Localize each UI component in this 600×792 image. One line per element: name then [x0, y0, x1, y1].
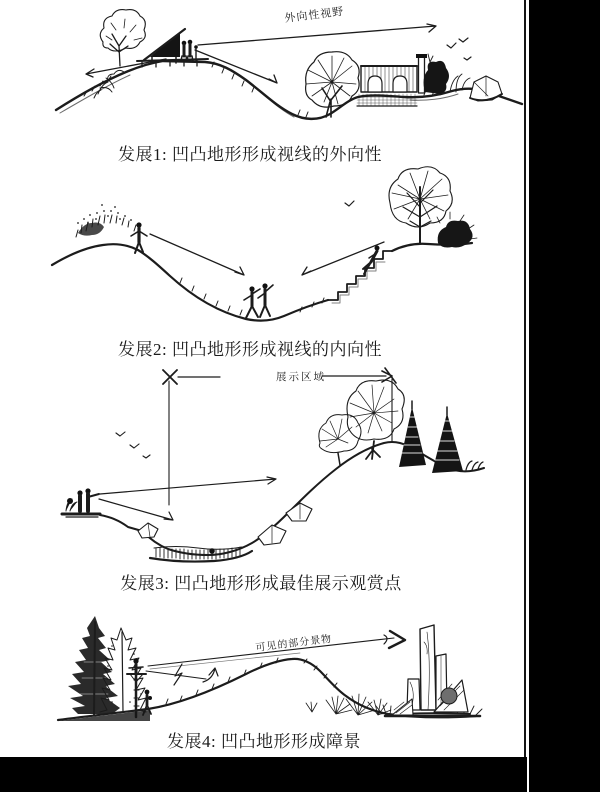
figure-4-caption: 发展4: 凹凸地形形成障景	[167, 732, 361, 751]
terrain-profile	[56, 61, 522, 119]
annotation-label: 展示区域	[276, 372, 326, 383]
crest-scrub	[76, 204, 136, 237]
figure-1-caption: 发展1: 凹凸地形形成视线的外向性	[118, 145, 382, 164]
observers-on-ledge	[62, 488, 100, 517]
figure-2-sketch	[0, 163, 530, 335]
figure-2-caption: 发展2: 凹凸地形形成视线的内向性	[118, 340, 382, 359]
dimension-lines	[163, 368, 396, 505]
figure-1-sketch	[0, 0, 530, 140]
tree	[100, 10, 145, 66]
fir-trees	[68, 616, 146, 714]
terrain-profile	[52, 243, 472, 321]
page-edge-highlight	[527, 0, 529, 792]
figure-3-sketch	[0, 355, 530, 570]
figure-3-caption: 发展3: 凹凸地形形成最佳展示观赏点	[120, 574, 402, 593]
scan-border-bottom	[0, 757, 600, 792]
conifer-trees	[399, 401, 483, 473]
monument-sculptures	[386, 625, 470, 715]
birds-icon	[447, 38, 471, 60]
birds-icon	[116, 432, 150, 458]
sightline-arrows	[150, 234, 384, 275]
figure-4-sketch	[0, 602, 530, 726]
terrain-profile	[100, 442, 484, 555]
sightline-arrows	[99, 477, 276, 520]
bird-icon	[345, 201, 354, 206]
scan-border-right	[529, 0, 600, 792]
annotation-label: 可见的部分景物	[255, 633, 333, 654]
page-edge-line	[524, 0, 526, 757]
sightline-arrows	[146, 631, 405, 685]
valley-people	[244, 283, 273, 318]
annotation-label: 外向性视野	[283, 5, 345, 25]
valley-tree	[306, 52, 360, 117]
sightline-arrows	[86, 24, 436, 83]
